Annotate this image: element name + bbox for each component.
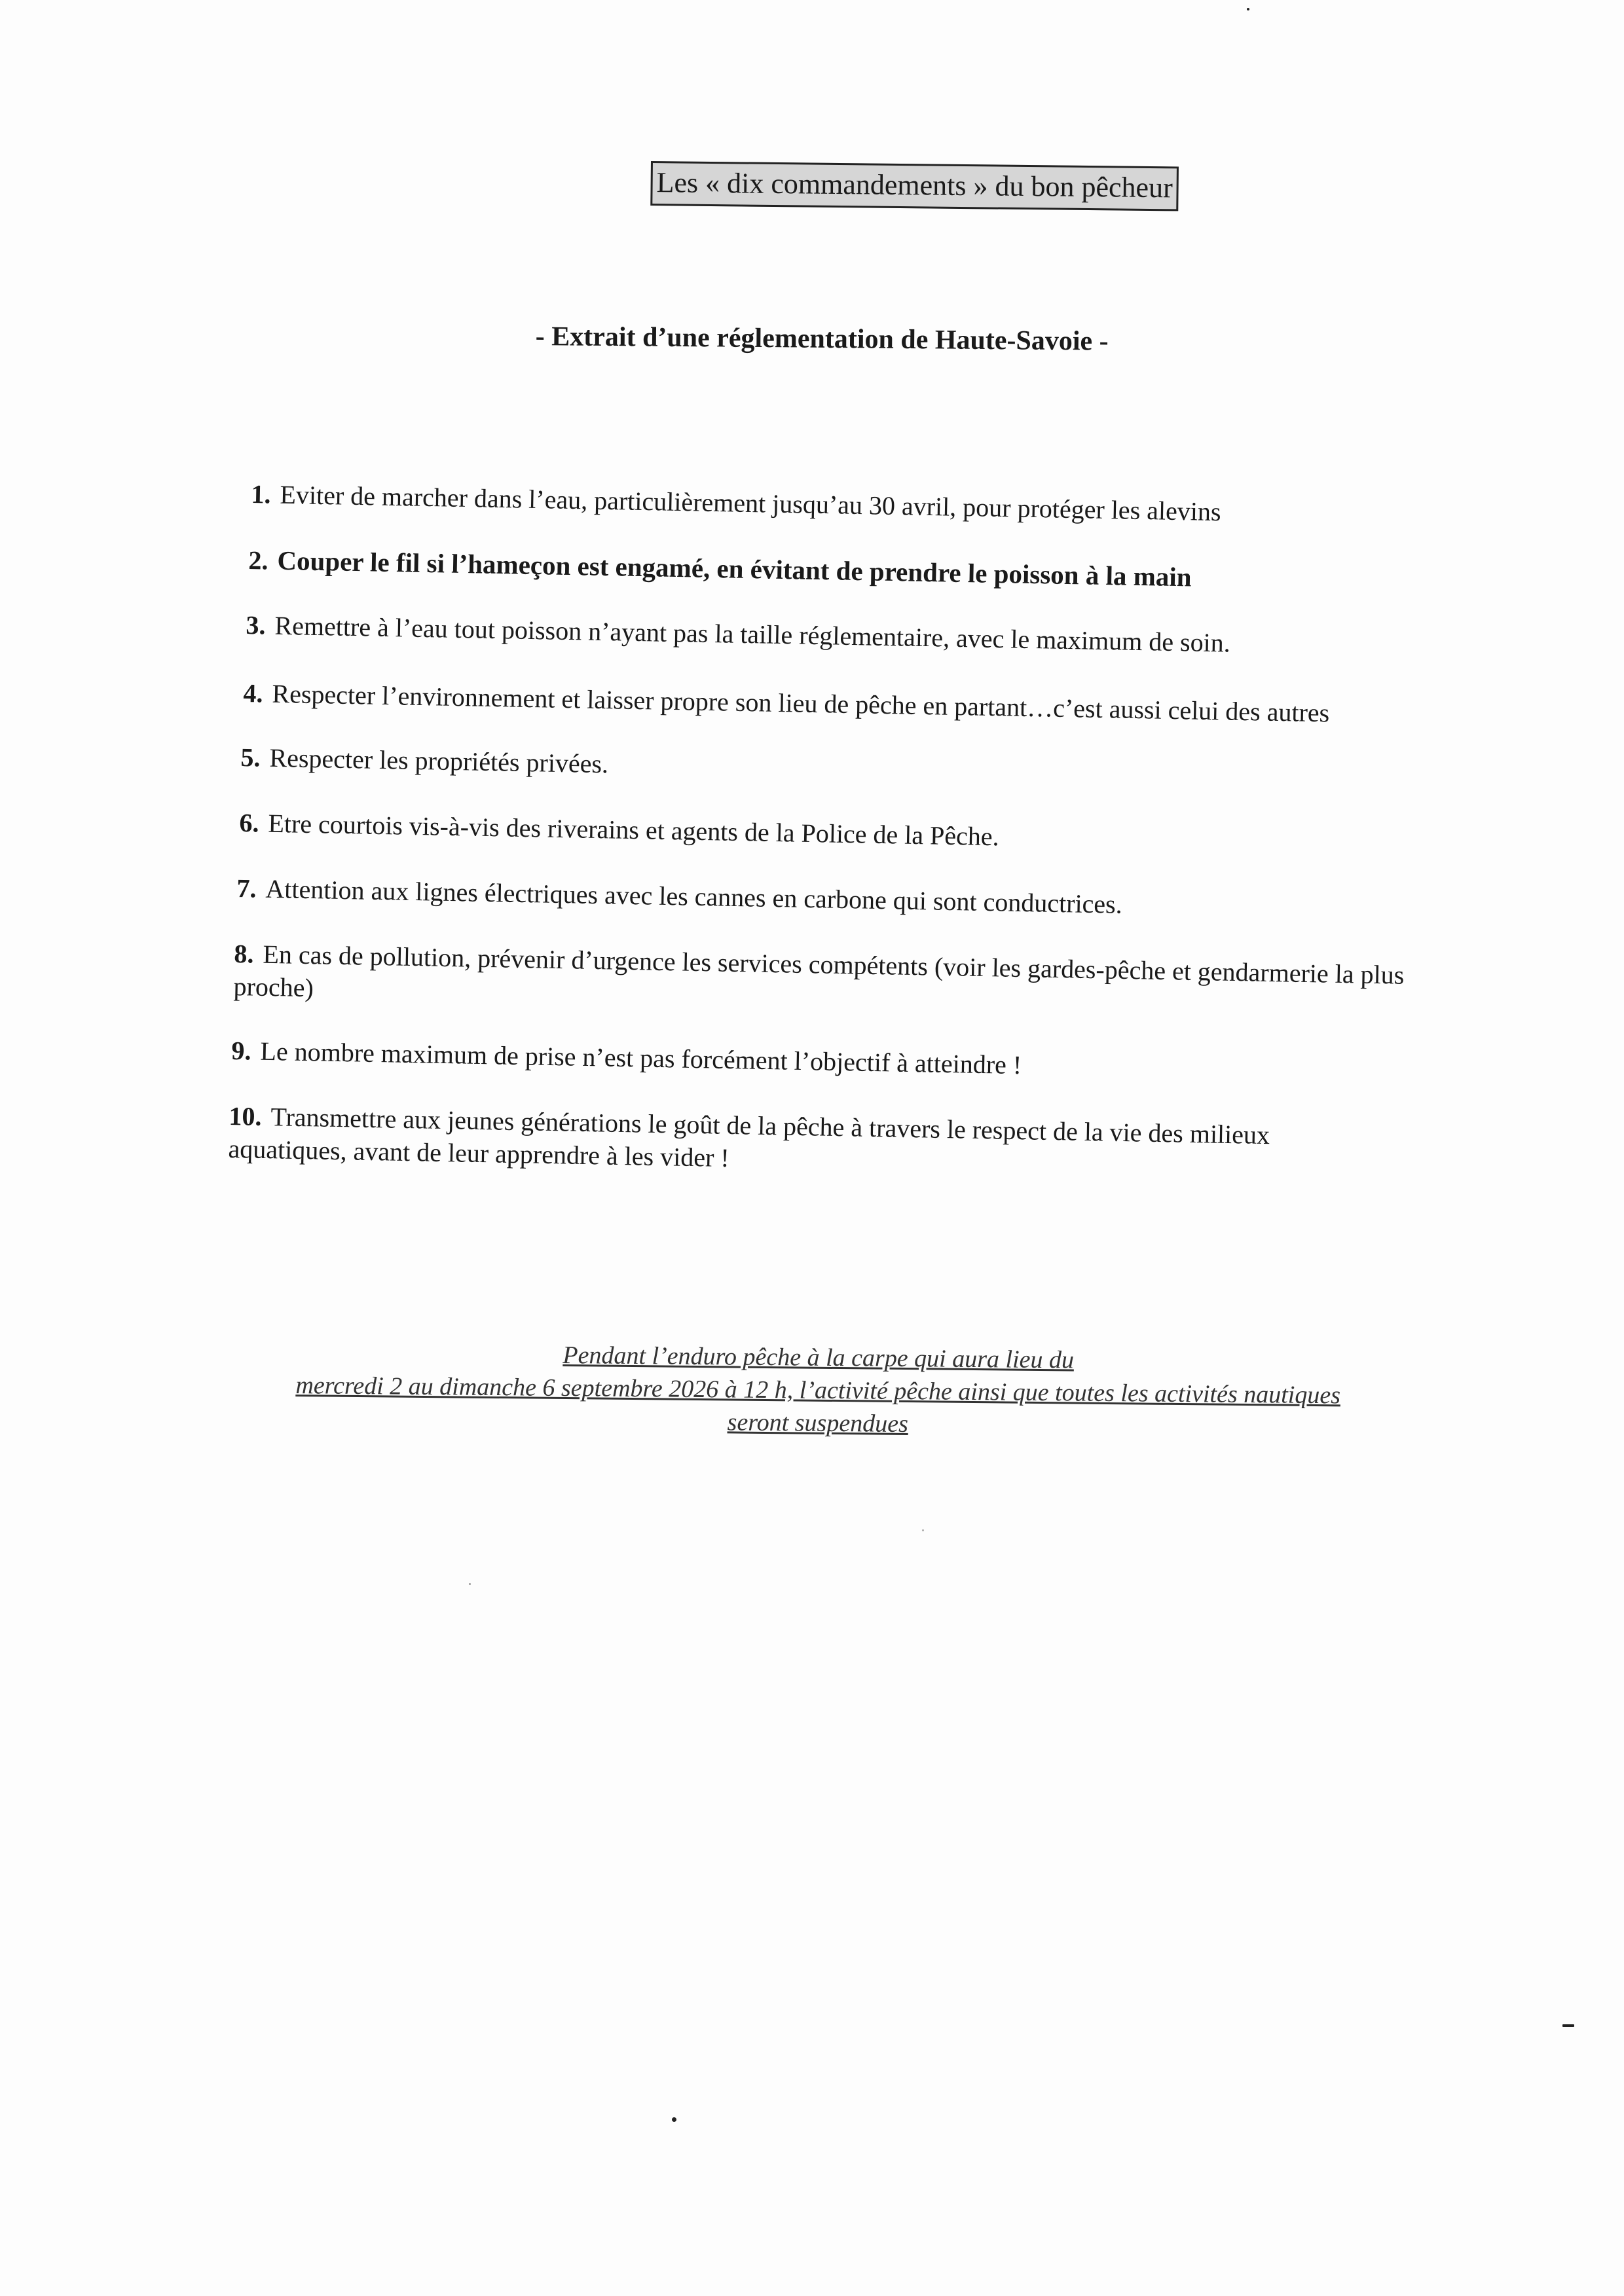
notice-line-1: Pendant l’enduro pêche à la carpe qui aura lieu du xyxy=(563,1341,1075,1374)
rule-number: 9. xyxy=(231,1035,251,1066)
scan-speck xyxy=(469,1583,471,1585)
rule-item-9 xyxy=(231,1034,1022,1082)
document-subtitle: - Extrait d’une réglementation de Haute-Savoie - xyxy=(535,321,1109,357)
scan-speck xyxy=(672,2117,676,2122)
rule-text: Remettre à l’eau tout poisson n’ayant pas la taille réglementaire, avec le maximum de soin. xyxy=(274,610,1231,658)
rule-item-5 xyxy=(240,741,608,780)
enduro-notice xyxy=(222,1336,1414,1445)
rule-text: En cas de pollution, prévenir d’urgence les services compétents (voir les gardes-pêche et gendarmerie la plus proche) xyxy=(233,939,1405,1003)
rule-item-1 xyxy=(251,478,1221,528)
rule-text: Le nombre maximum de prise n’est pas forcément l’objectif à atteindre ! xyxy=(260,1036,1022,1080)
rule-text: Etre courtois vis-à-vis des riverains et agents de la Police de la Pêche. xyxy=(268,808,1000,852)
rule-text: Respecter les propriétés privées. xyxy=(269,742,609,779)
notice-line-3: seront suspendues xyxy=(727,1408,909,1438)
rule-item-8 xyxy=(233,938,1426,1025)
rule-number: 3. xyxy=(246,610,266,640)
rule-item-3 xyxy=(246,609,1230,660)
rule-item-6 xyxy=(239,807,999,853)
rule-item-10 xyxy=(228,1100,1356,1186)
rule-text: Couper le fil si l’hameçon est engamé, en évitant de prendre le poisson à la main xyxy=(277,545,1192,592)
scan-speck xyxy=(922,1529,924,1531)
rule-number: 10. xyxy=(229,1101,262,1131)
rule-number: 5. xyxy=(240,742,261,773)
rule-item-7 xyxy=(236,872,1122,921)
scan-mark xyxy=(1562,2024,1574,2027)
rule-text: Attention aux lignes électriques avec les cannes en carbone qui sont conductrices. xyxy=(265,873,1123,919)
document-title: Les « dix commandements » du bon pêcheur xyxy=(650,161,1179,211)
rule-number: 1. xyxy=(251,479,271,509)
scan-speck xyxy=(1247,8,1249,10)
rule-text: Eviter de marcher dans l’eau, particulièrement jusqu’au 30 avril, pour protéger les alevins xyxy=(280,479,1221,527)
rule-number: 6. xyxy=(239,807,259,838)
notice-line-2: mercredi 2 au dimanche 6 septembre 2026 à 12 h, l’activité pêche ainsi que toutes les activités nautiques xyxy=(295,1372,1341,1410)
rule-item-4 xyxy=(243,677,1330,729)
rule-number: 4. xyxy=(243,678,263,708)
rule-text: Transmettre aux jeunes générations le goût de la pêche à travers le respect de la vie des milieux aquatiques, avant de leur apprendre à les vider ! xyxy=(228,1102,1270,1173)
rule-number: 8. xyxy=(234,938,254,969)
rule-number: 2. xyxy=(248,545,268,575)
rule-number: 7. xyxy=(236,873,257,903)
rule-text: Respecter l’environnement et laisser propre son lieu de pêche en partant…c’est aussi celui des autres xyxy=(272,678,1330,728)
rule-item-2 xyxy=(248,543,1192,594)
